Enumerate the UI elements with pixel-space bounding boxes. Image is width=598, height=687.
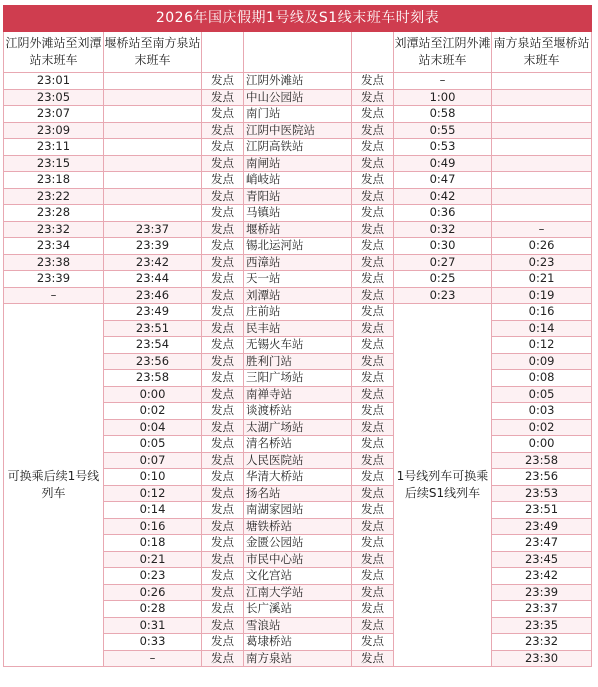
cell-waitan-to-liutan: 23:01 <box>4 73 104 90</box>
cell-yanqiao-to-nanfangquan: 0:07 <box>104 452 202 469</box>
cell-departure-label: 发点 <box>202 271 244 288</box>
table-row <box>4 172 592 189</box>
cell-yanqiao-to-nanfangquan <box>104 89 202 106</box>
cell-nanfangquan-to-yanqiao: 0:23 <box>492 254 592 271</box>
cell-yanqiao-to-nanfangquan: 23:54 <box>104 337 202 354</box>
cell-nanfangquan-to-yanqiao: 0:21 <box>492 271 592 288</box>
cell-departure-label: 发点 <box>352 205 394 222</box>
cell-departure-label: 发点 <box>352 238 394 255</box>
cell-yanqiao-to-nanfangquan <box>104 155 202 172</box>
cell-departure-label: 发点 <box>202 89 244 106</box>
cell-departure-label: 发点 <box>352 188 394 205</box>
cell-waitan-to-liutan: 23:32 <box>4 221 104 238</box>
cell-yanqiao-to-nanfangquan <box>104 188 202 205</box>
cell-liutan-to-waitan: 0:25 <box>394 271 492 288</box>
cell-departure-label: 发点 <box>202 73 244 90</box>
cell-departure-label: 发点 <box>202 584 244 601</box>
cell-departure-label: 发点 <box>202 106 244 123</box>
cell-yanqiao-to-nanfangquan: 0:18 <box>104 535 202 552</box>
table-row <box>4 271 592 288</box>
cell-departure-label: 发点 <box>202 452 244 469</box>
cell-yanqiao-to-nanfangquan: 0:05 <box>104 436 202 453</box>
timetable-body <box>4 73 592 667</box>
cell-nanfangquan-to-yanqiao: 23:32 <box>492 634 592 651</box>
table-row <box>4 254 592 271</box>
cell-station-name: 谈渡桥站 <box>244 403 352 420</box>
cell-waitan-to-liutan: 23:39 <box>4 271 104 288</box>
cell-nanfangquan-to-yanqiao: 0:03 <box>492 403 592 420</box>
cell-departure-label: 发点 <box>202 188 244 205</box>
cell-station-name: 人民医院站 <box>244 452 352 469</box>
cell-yanqiao-to-nanfangquan: 23:44 <box>104 271 202 288</box>
cell-station-name: 锡北运河站 <box>244 238 352 255</box>
cell-station-name: 南湖家园站 <box>244 502 352 519</box>
cell-nanfangquan-to-yanqiao: 23:53 <box>492 485 592 502</box>
cell-liutan-to-waitan: 0:36 <box>394 205 492 222</box>
cell-nanfangquan-to-yanqiao: 23:49 <box>492 518 592 535</box>
cell-liutan-to-waitan: 0:58 <box>394 106 492 123</box>
cell-departure-label: 发点 <box>352 518 394 535</box>
cell-yanqiao-to-nanfangquan <box>104 139 202 156</box>
cell-station-name: 长广溪站 <box>244 601 352 618</box>
cell-station-name: 江阴外滩站 <box>244 73 352 90</box>
cell-departure-label: 发点 <box>202 436 244 453</box>
timetable <box>3 5 592 667</box>
cell-liutan-to-waitan: 0:42 <box>394 188 492 205</box>
cell-departure-label: 发点 <box>352 403 394 420</box>
cell-departure-label: 发点 <box>352 271 394 288</box>
cell-station-name: 华清大桥站 <box>244 469 352 486</box>
cell-station-name: 马镇站 <box>244 205 352 222</box>
cell-nanfangquan-to-yanqiao: 0:26 <box>492 238 592 255</box>
cell-departure-label: 发点 <box>352 106 394 123</box>
cell-departure-label: 发点 <box>202 370 244 387</box>
cell-yanqiao-to-nanfangquan: 0:00 <box>104 386 202 403</box>
cell-departure-label: 发点 <box>352 337 394 354</box>
cell-departure-label: 发点 <box>352 650 394 667</box>
cell-station-name: 葛埭桥站 <box>244 634 352 651</box>
cell-station-name: 文化宫站 <box>244 568 352 585</box>
cell-departure-label: 发点 <box>202 221 244 238</box>
cell-yanqiao-to-nanfangquan: 0:12 <box>104 485 202 502</box>
cell-waitan-to-liutan: 23:18 <box>4 172 104 189</box>
cell-nanfangquan-to-yanqiao: 23:37 <box>492 601 592 618</box>
cell-nanfangquan-to-yanqiao: 23:56 <box>492 469 592 486</box>
cell-departure-label: 发点 <box>202 337 244 354</box>
cell-yanqiao-to-nanfangquan <box>104 122 202 139</box>
cell-nanfangquan-to-yanqiao: 23:51 <box>492 502 592 519</box>
cell-departure-label: 发点 <box>352 617 394 634</box>
cell-nanfangquan-to-yanqiao <box>492 188 592 205</box>
header-blank-2 <box>244 32 352 73</box>
cell-departure-label: 发点 <box>352 601 394 618</box>
cell-liutan-to-waitan: 0:53 <box>394 139 492 156</box>
cell-liutan-to-waitan: 0:32 <box>394 221 492 238</box>
cell-nanfangquan-to-yanqiao: 23:35 <box>492 617 592 634</box>
cell-departure-label: 发点 <box>352 155 394 172</box>
cell-nanfangquan-to-yanqiao: 23:39 <box>492 584 592 601</box>
cell-nanfangquan-to-yanqiao <box>492 172 592 189</box>
cell-yanqiao-to-nanfangquan: 0:10 <box>104 469 202 486</box>
cell-yanqiao-to-nanfangquan <box>104 172 202 189</box>
cell-departure-label: 发点 <box>202 353 244 370</box>
cell-liutan-to-waitan: 0:55 <box>394 122 492 139</box>
table-row <box>4 188 592 205</box>
cell-nanfangquan-to-yanqiao: 23:42 <box>492 568 592 585</box>
cell-departure-label: 发点 <box>352 221 394 238</box>
cell-departure-label: 发点 <box>202 287 244 304</box>
cell-station-name: 清名桥站 <box>244 436 352 453</box>
cell-departure-label: 发点 <box>202 518 244 535</box>
cell-yanqiao-to-nanfangquan: 23:37 <box>104 221 202 238</box>
cell-nanfangquan-to-yanqiao: 23:45 <box>492 551 592 568</box>
cell-departure-label: 发点 <box>202 650 244 667</box>
cell-departure-label: 发点 <box>352 469 394 486</box>
cell-departure-label: 发点 <box>202 568 244 585</box>
transfer-note-right: 1号线列车可换乘后续S1线列车 <box>394 304 492 667</box>
cell-departure-label: 发点 <box>352 73 394 90</box>
cell-station-name: 太湖广场站 <box>244 419 352 436</box>
table-row <box>4 139 592 156</box>
table-row <box>4 304 592 321</box>
cell-waitan-to-liutan: 23:28 <box>4 205 104 222</box>
cell-yanqiao-to-nanfangquan: 23:46 <box>104 287 202 304</box>
cell-departure-label: 发点 <box>202 617 244 634</box>
cell-nanfangquan-to-yanqiao: 0:08 <box>492 370 592 387</box>
cell-station-name: 南门站 <box>244 106 352 123</box>
cell-station-name: 刘潭站 <box>244 287 352 304</box>
cell-yanqiao-to-nanfangquan: 0:33 <box>104 634 202 651</box>
cell-yanqiao-to-nanfangquan: – <box>104 650 202 667</box>
header-waitan-to-liutan: 江阴外滩站至刘潭站末班车 <box>4 32 104 73</box>
cell-departure-label: 发点 <box>352 122 394 139</box>
header-blank-1 <box>202 32 244 73</box>
cell-station-name: 雪浪站 <box>244 617 352 634</box>
cell-departure-label: 发点 <box>352 172 394 189</box>
cell-nanfangquan-to-yanqiao <box>492 73 592 90</box>
cell-waitan-to-liutan: – <box>4 287 104 304</box>
cell-departure-label: 发点 <box>352 304 394 321</box>
cell-departure-label: 发点 <box>202 172 244 189</box>
transfer-note-left: 可换乘后续1号线列车 <box>4 304 104 667</box>
cell-departure-label: 发点 <box>352 320 394 337</box>
timetable-title: 2026年国庆假期1号线及S1线末班车时刻表 <box>4 6 592 32</box>
cell-nanfangquan-to-yanqiao <box>492 205 592 222</box>
cell-departure-label: 发点 <box>352 139 394 156</box>
cell-station-name: 无锡火车站 <box>244 337 352 354</box>
cell-departure-label: 发点 <box>352 89 394 106</box>
cell-departure-label: 发点 <box>202 634 244 651</box>
cell-nanfangquan-to-yanqiao <box>492 155 592 172</box>
cell-station-name: 江南大学站 <box>244 584 352 601</box>
cell-waitan-to-liutan: 23:05 <box>4 89 104 106</box>
cell-station-name: 塘铁桥站 <box>244 518 352 535</box>
cell-departure-label: 发点 <box>352 370 394 387</box>
cell-departure-label: 发点 <box>202 403 244 420</box>
cell-liutan-to-waitan: 1:00 <box>394 89 492 106</box>
header-nanfangquan-to-yanqiao: 南方泉站至堰桥站末班车 <box>492 32 592 73</box>
table-row <box>4 155 592 172</box>
cell-yanqiao-to-nanfangquan: 0:16 <box>104 518 202 535</box>
cell-nanfangquan-to-yanqiao: 0:00 <box>492 436 592 453</box>
cell-departure-label: 发点 <box>202 386 244 403</box>
cell-departure-label: 发点 <box>202 205 244 222</box>
cell-nanfangquan-to-yanqiao: 0:09 <box>492 353 592 370</box>
cell-nanfangquan-to-yanqiao <box>492 122 592 139</box>
cell-yanqiao-to-nanfangquan <box>104 73 202 90</box>
cell-departure-label: 发点 <box>352 634 394 651</box>
cell-departure-label: 发点 <box>352 568 394 585</box>
cell-departure-label: 发点 <box>352 287 394 304</box>
cell-liutan-to-waitan: 0:30 <box>394 238 492 255</box>
table-row <box>4 122 592 139</box>
cell-departure-label: 发点 <box>202 551 244 568</box>
table-row <box>4 73 592 90</box>
cell-yanqiao-to-nanfangquan: 0:26 <box>104 584 202 601</box>
cell-waitan-to-liutan: 23:38 <box>4 254 104 271</box>
cell-station-name: 南禅寺站 <box>244 386 352 403</box>
cell-departure-label: 发点 <box>202 485 244 502</box>
cell-station-name: 扬名站 <box>244 485 352 502</box>
cell-departure-label: 发点 <box>202 254 244 271</box>
cell-liutan-to-waitan: 0:47 <box>394 172 492 189</box>
cell-departure-label: 发点 <box>202 469 244 486</box>
cell-nanfangquan-to-yanqiao: 0:05 <box>492 386 592 403</box>
cell-nanfangquan-to-yanqiao: 0:14 <box>492 320 592 337</box>
cell-yanqiao-to-nanfangquan: 0:04 <box>104 419 202 436</box>
cell-liutan-to-waitan: – <box>394 73 492 90</box>
cell-station-name: 民丰站 <box>244 320 352 337</box>
table-row <box>4 238 592 255</box>
cell-yanqiao-to-nanfangquan: 0:21 <box>104 551 202 568</box>
cell-yanqiao-to-nanfangquan: 23:58 <box>104 370 202 387</box>
cell-yanqiao-to-nanfangquan: 23:42 <box>104 254 202 271</box>
cell-nanfangquan-to-yanqiao <box>492 89 592 106</box>
cell-station-name: 西漳站 <box>244 254 352 271</box>
cell-departure-label: 发点 <box>352 419 394 436</box>
cell-station-name: 江阴高铁站 <box>244 139 352 156</box>
cell-station-name: 堰桥站 <box>244 221 352 238</box>
cell-station-name: 南方泉站 <box>244 650 352 667</box>
cell-departure-label: 发点 <box>202 502 244 519</box>
cell-nanfangquan-to-yanqiao: 0:19 <box>492 287 592 304</box>
cell-departure-label: 发点 <box>202 601 244 618</box>
cell-liutan-to-waitan: 0:23 <box>394 287 492 304</box>
cell-departure-label: 发点 <box>352 502 394 519</box>
cell-departure-label: 发点 <box>202 238 244 255</box>
header-blank-3 <box>352 32 394 73</box>
table-row <box>4 106 592 123</box>
cell-yanqiao-to-nanfangquan <box>104 205 202 222</box>
cell-yanqiao-to-nanfangquan: 0:28 <box>104 601 202 618</box>
cell-departure-label: 发点 <box>352 551 394 568</box>
cell-departure-label: 发点 <box>352 436 394 453</box>
cell-nanfangquan-to-yanqiao: 0:12 <box>492 337 592 354</box>
header-liutan-to-waitan: 刘潭站至江阴外滩站末班车 <box>394 32 492 73</box>
cell-nanfangquan-to-yanqiao: 23:30 <box>492 650 592 667</box>
cell-departure-label: 发点 <box>352 386 394 403</box>
table-row <box>4 89 592 106</box>
cell-nanfangquan-to-yanqiao <box>492 139 592 156</box>
cell-departure-label: 发点 <box>202 304 244 321</box>
cell-departure-label: 发点 <box>352 452 394 469</box>
cell-departure-label: 发点 <box>202 139 244 156</box>
cell-waitan-to-liutan: 23:22 <box>4 188 104 205</box>
cell-departure-label: 发点 <box>352 535 394 552</box>
cell-departure-label: 发点 <box>202 320 244 337</box>
cell-waitan-to-liutan: 23:11 <box>4 139 104 156</box>
cell-yanqiao-to-nanfangquan: 23:56 <box>104 353 202 370</box>
cell-waitan-to-liutan: 23:07 <box>4 106 104 123</box>
cell-departure-label: 发点 <box>352 485 394 502</box>
cell-waitan-to-liutan: 23:15 <box>4 155 104 172</box>
cell-station-name: 三阳广场站 <box>244 370 352 387</box>
cell-yanqiao-to-nanfangquan: 23:49 <box>104 304 202 321</box>
cell-station-name: 江阴中医院站 <box>244 122 352 139</box>
cell-nanfangquan-to-yanqiao: – <box>492 221 592 238</box>
cell-departure-label: 发点 <box>202 419 244 436</box>
cell-nanfangquan-to-yanqiao: 0:16 <box>492 304 592 321</box>
table-row <box>4 287 592 304</box>
cell-station-name: 金匮公园站 <box>244 535 352 552</box>
cell-yanqiao-to-nanfangquan: 0:23 <box>104 568 202 585</box>
cell-liutan-to-waitan: 0:27 <box>394 254 492 271</box>
cell-station-name: 峭岐站 <box>244 172 352 189</box>
table-row <box>4 205 592 222</box>
cell-station-name: 南闸站 <box>244 155 352 172</box>
cell-nanfangquan-to-yanqiao: 0:02 <box>492 419 592 436</box>
cell-yanqiao-to-nanfangquan: 0:02 <box>104 403 202 420</box>
cell-departure-label: 发点 <box>352 584 394 601</box>
cell-station-name: 庄前站 <box>244 304 352 321</box>
cell-station-name: 青阳站 <box>244 188 352 205</box>
timetable-wrapper <box>3 5 591 667</box>
cell-waitan-to-liutan: 23:34 <box>4 238 104 255</box>
cell-yanqiao-to-nanfangquan: 0:14 <box>104 502 202 519</box>
cell-departure-label: 发点 <box>352 254 394 271</box>
cell-liutan-to-waitan: 0:49 <box>394 155 492 172</box>
cell-departure-label: 发点 <box>352 353 394 370</box>
cell-station-name: 中山公园站 <box>244 89 352 106</box>
cell-station-name: 天一站 <box>244 271 352 288</box>
cell-station-name: 胜利门站 <box>244 353 352 370</box>
cell-yanqiao-to-nanfangquan: 0:31 <box>104 617 202 634</box>
header-yanqiao-to-nanfangquan: 堰桥站至南方泉站末班车 <box>104 32 202 73</box>
cell-nanfangquan-to-yanqiao: 23:58 <box>492 452 592 469</box>
cell-yanqiao-to-nanfangquan: 23:51 <box>104 320 202 337</box>
cell-yanqiao-to-nanfangquan <box>104 106 202 123</box>
cell-waitan-to-liutan: 23:09 <box>4 122 104 139</box>
cell-nanfangquan-to-yanqiao: 23:47 <box>492 535 592 552</box>
cell-departure-label: 发点 <box>202 535 244 552</box>
cell-departure-label: 发点 <box>202 155 244 172</box>
cell-station-name: 市民中心站 <box>244 551 352 568</box>
cell-departure-label: 发点 <box>202 122 244 139</box>
cell-nanfangquan-to-yanqiao <box>492 106 592 123</box>
table-row <box>4 221 592 238</box>
cell-yanqiao-to-nanfangquan: 23:39 <box>104 238 202 255</box>
